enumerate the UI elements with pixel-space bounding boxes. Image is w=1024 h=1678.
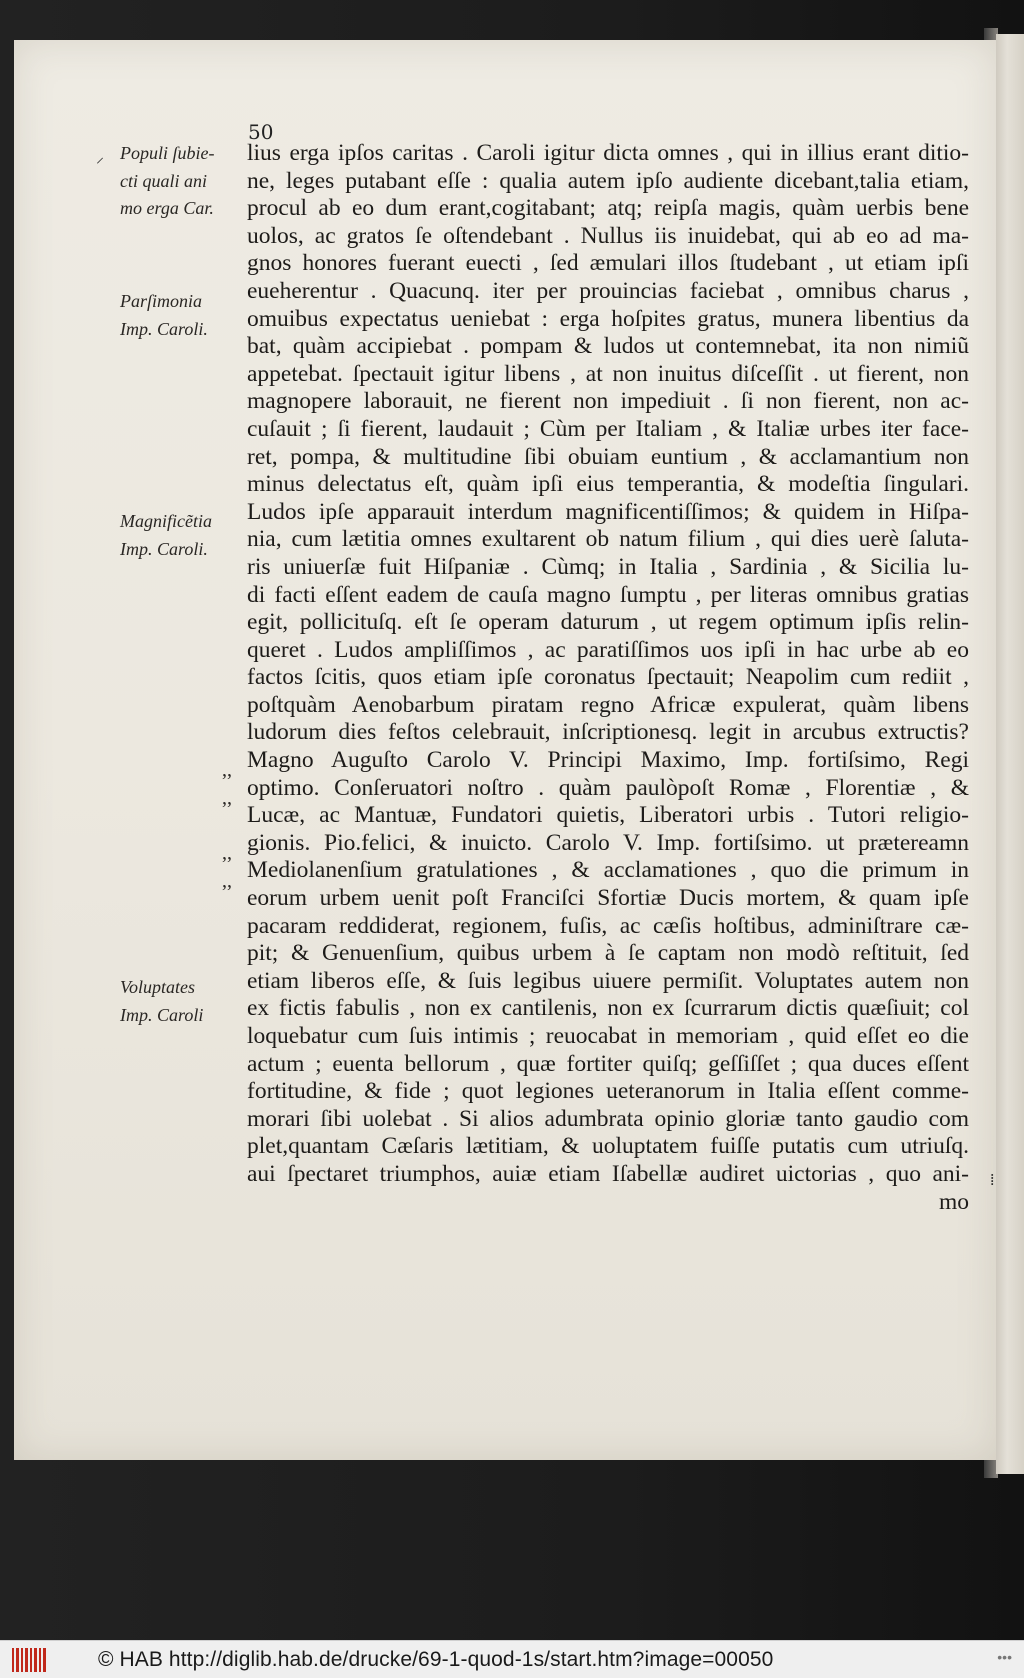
text-line: omuibus expectatus ueniebat : erga hoſpites gratus, munera libentius da: [247, 305, 969, 332]
quotation-marks: [222, 840, 232, 895]
quote-mark: ,,: [222, 842, 232, 864]
text-line: cuſauit ; ſi fierent, laudauit ; Cùm per Italiam , & Italiæ urbes iter face-: [247, 415, 969, 442]
text-line: pacaram reddiderat, regionem, fuſis, ac cæſis hoſtibus, adminiſtrare cæ-: [247, 912, 969, 939]
text-line: ex fictis fabulis , non ex cantilenis, non ex ſcurrarum dictis quæſiuit; col: [247, 995, 969, 1022]
margin-note-line: Imp. Caroli.: [120, 318, 208, 339]
text-line: bat, quàm accipiebat . pompam & ludos ut contemnebat, ita non nimiũ: [247, 333, 969, 360]
text-line: Lucæ, ac Mantuæ, Fundatori quietis, Liberatori urbis . Tutori religio-: [247, 802, 969, 829]
text-line: pit; & Genuenſium, quibus urbem à ſe captam non modò reſtituit, ſed: [247, 940, 969, 967]
text-line: queret . Ludos ampliſſimos , ac paratiſſimos uos ipſi in hac urbe ab eo: [247, 636, 969, 663]
adjacent-page-edge: [996, 34, 1024, 1474]
margin-note-populi: [120, 140, 250, 223]
margin-note-line: Magnificẽtia: [120, 511, 212, 531]
text-line: minus delectatus eſt, quàm ipſi eius temperantia, & modeſtia ſingulari.: [247, 471, 969, 498]
text-line: actum ; euenta bellorum , quæ fortiter quiſq; geſſiſſet ; qua duces eſſent: [247, 1050, 969, 1077]
text-line: poſtquàm Aenobarbum piratam regno Africæ expulerat, quàm libens: [247, 691, 969, 718]
text-line: nia, cum lætitia omnes exultarent ob natum filium , qui dies uerè ſaluta-: [247, 526, 969, 553]
margin-note-line: mo erga Car.: [120, 198, 214, 219]
margin-note-voluptates: [120, 974, 250, 1029]
quote-mark: ,,: [222, 759, 232, 781]
margin-note-line: Populi ſubie-: [120, 143, 215, 163]
text-line: di facti eſſent eadem de cauſa magno ſumptu , per literas omnibus gratias: [247, 581, 969, 608]
text-line: uolos, ac gratos ſe oſtendebant . Nullus iis inuidebat, qui ab eo ad ma-: [247, 222, 969, 249]
text-line: lius erga ipſos caritas . Caroli igitur dicta omnes , qui in illius erant ditio-: [247, 140, 969, 166]
text-line: Ludos ipſe apparauit interdum magnificentiſſimos; & quidem in Hiſpa-: [247, 498, 969, 525]
text-line: ludorum dies feſtos celebrauit, inſcriptionesq. legit in arcubus extructis?: [247, 719, 969, 746]
quote-mark: ,,: [222, 786, 232, 809]
hab-barcode-icon[interactable]: [12, 1648, 46, 1672]
text-line: eorum urbem uenit poſt Franciſci Sfortiæ Ducis mortem, & quam ipſe: [247, 885, 969, 912]
text-line: ret, pompa, & multitudine ſibi obuiam euntium , & acclamantium non: [247, 443, 969, 470]
margin-note-magnificentia: [120, 508, 250, 563]
text-line: gionis. Pio.felici, & inuicto. Carolo V. Imp. fortiſsimo. ut prætereamn: [247, 829, 969, 856]
quotation-marks: [222, 757, 232, 812]
footer-bar: [0, 1640, 1024, 1678]
margin-note-line: Imp. Caroli: [120, 1004, 204, 1025]
quote-mark: ,,: [222, 869, 232, 892]
edge-mark: ⁞: [990, 1170, 995, 1189]
margin-note-line: Parſimonia: [120, 291, 203, 311]
text-line: ne, leges putabant eſſe : qualia autem ipſo audiente dicebant,talia etiam,: [247, 167, 969, 194]
text-line: gnos honores fuerant euecti , ſed æmulari illos ſtudebant , ut etiam ipſi: [247, 250, 969, 277]
text-line: loquebatur cum ſuis intimis ; reuocabat in memoriam , quid eſſet eo die: [247, 1023, 969, 1049]
text-line: magnopere laborauit, ne fierent non impediuit . ſi non fierent, non ac-: [247, 388, 969, 415]
margin-note-line: Imp. Caroli.: [120, 538, 208, 559]
page-number: 50: [248, 120, 274, 144]
text-line: mo: [938, 1188, 969, 1215]
text-line: egit, pollicituſq. eſt ſe operam daturum , ut regem optimum ipſis relin-: [247, 609, 969, 636]
text-line: morari ſibi uolebat . Si alios adumbrata opinio gloriæ tanto gaudio com: [247, 1105, 969, 1132]
body-text: [247, 140, 969, 1216]
text-line: aui ſpectaret triumphos, auiæ etiam Iſabellæ audiret uictorias , quo ani-: [247, 1160, 969, 1187]
text-line: fortitudine, & fide ; quot legiones ueteranorum in Italia eſſent comme-: [247, 1078, 969, 1105]
margin-note-parsimonia: [120, 288, 250, 343]
text-line: procul ab eo dum erant,cogitabant; atq; reipſa magis, quàm uerbis bene: [247, 195, 969, 222]
margin-mark: ⸍: [96, 154, 105, 173]
margin-note-line: Voluptates: [120, 977, 195, 997]
text-line: Magno Auguſto Carolo V. Principi Maximo, Imp. fortiſsimo, Regi: [247, 747, 969, 774]
text-line: Mediolanenſium gratulationes , & acclamationes , quo die primum in: [247, 857, 969, 884]
copyright-link[interactable]: © HAB http://diglib.hab.de/drucke/69-1-quod-1s/start.htm?image=00050: [98, 1647, 774, 1671]
text-line: ris uniuerſæ fuit Hiſpaniæ . Cùmq; in Italia , Sardinia , & Sicilia lu-: [247, 553, 969, 580]
text-line: plet,quantam Cæſaris lætitiam, & uoluptatem fuiſſe putatis cum utriuſq.: [247, 1133, 969, 1160]
margin-note-line: cti quali ani: [120, 170, 207, 191]
text-line: etiam liberos eſſe, & ſuis legibus uiuere permiſit. Voluptates autem non: [247, 967, 969, 994]
text-line: appetebat. ſpectauit igitur libens , at non inuitus diſceſſit . ut fierent, non: [247, 360, 969, 387]
text-line: optimo. Conſeruatori noſtro . quàm paulòpoſt Romæ , Florentiæ , &: [247, 774, 969, 801]
text-line: eueherentur . Quacunq. iter per prouincias faciebat , omnibus charus ,: [247, 277, 969, 304]
more-icon[interactable]: •••: [997, 1649, 1012, 1665]
text-line: factos ſcitis, quos etiam ipſe coronatus ſpectauit; Neapolim cum rediit ,: [247, 664, 969, 691]
